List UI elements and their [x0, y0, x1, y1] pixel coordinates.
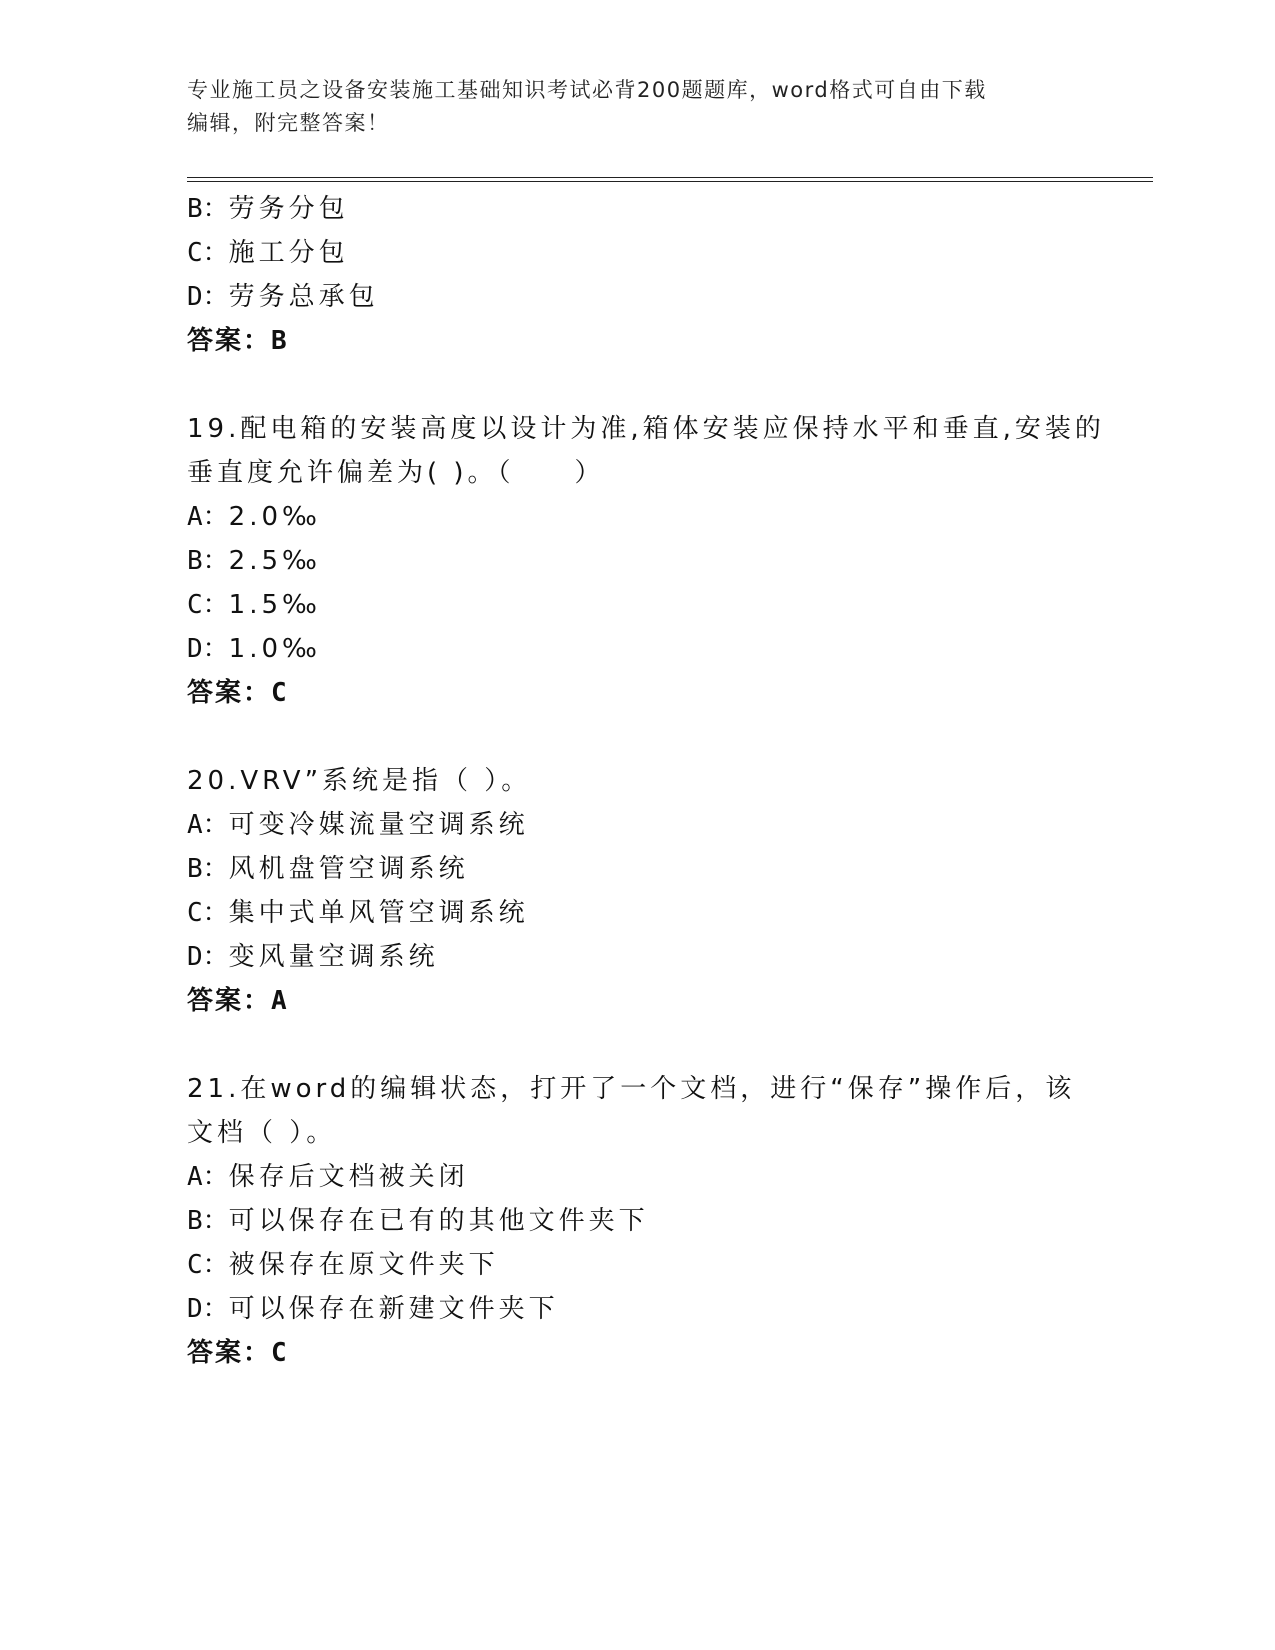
q19-option-a [187, 500, 321, 534]
q20-option-c [187, 896, 529, 930]
option-text: 1.5‰ [228, 590, 321, 620]
option-label: D： [187, 1294, 229, 1324]
option-text: 1.0‰ [228, 634, 321, 664]
option-text: 施工分包 [228, 238, 349, 268]
q21-stem-line1: 21.在word的编辑状态，打开了一个文档，进行“保存”操作后，该 [187, 1074, 1076, 1104]
option-text: 可以保存在新建文件夹下 [228, 1294, 559, 1324]
q18-answer [187, 324, 289, 358]
option-label: D： [187, 282, 229, 312]
q19-option-c [187, 588, 321, 622]
q18-option-c [187, 236, 349, 270]
option-text: 可以保存在已有的其他文件夹下 [228, 1206, 649, 1236]
answer-value: C [271, 1338, 289, 1368]
answer-label: 答案： [187, 986, 272, 1016]
q21-option-d [187, 1292, 559, 1326]
option-text: 变风量空调系统 [228, 942, 439, 972]
option-label: B： [187, 546, 229, 576]
q19-option-d [187, 632, 321, 666]
q21-option-b [187, 1204, 649, 1238]
option-text: 保存后文档被关闭 [228, 1162, 469, 1192]
q20-option-a [187, 808, 529, 842]
header-title-line1: 专业施工员之设备安装施工基础知识考试必背200题题库，word格式可自由下载 [187, 78, 987, 102]
document-header [187, 74, 1087, 140]
q21-option-c [187, 1248, 499, 1282]
answer-label: 答案： [187, 326, 272, 356]
header-divider-top [187, 177, 1153, 178]
q21-option-a [187, 1160, 469, 1194]
header-divider-bottom [187, 181, 1153, 182]
q21-stem-line2: 文档（ ）。 [187, 1118, 337, 1148]
answer-value: A [271, 986, 289, 1016]
q21-answer [187, 1336, 289, 1370]
option-label: D： [187, 634, 229, 664]
q19-option-b [187, 544, 321, 578]
q20-option-b [187, 852, 469, 886]
option-label: C： [187, 898, 229, 928]
option-label: A： [187, 502, 229, 532]
q20-option-d [187, 940, 439, 974]
answer-value: C [271, 678, 289, 708]
option-label: C： [187, 1250, 229, 1280]
option-text: 2.0‰ [228, 502, 321, 532]
answer-label: 答案： [187, 678, 272, 708]
option-text: 集中式单风管空调系统 [228, 898, 529, 928]
option-label: B： [187, 854, 229, 884]
header-title-line2: 编辑，附完整答案！ [187, 111, 390, 135]
option-text: 劳务分包 [228, 194, 349, 224]
option-text: 可变冷媒流量空调系统 [228, 810, 529, 840]
option-text: 风机盘管空调系统 [228, 854, 469, 884]
q19-stem-line2: 垂直度允许偏差为( )。（ ） [187, 458, 605, 488]
q18-option-b [187, 192, 349, 226]
answer-label: 答案： [187, 1338, 272, 1368]
option-label: A： [187, 810, 229, 840]
q19-answer [187, 676, 289, 710]
option-label: D： [187, 942, 229, 972]
option-label: B： [187, 1206, 229, 1236]
q20-answer [187, 984, 289, 1018]
option-label: C： [187, 238, 229, 268]
q18-option-d [187, 280, 379, 314]
q19-stem-line1: 19.配电箱的安装高度以设计为准,箱体安装应保持水平和垂直,安装的 [187, 414, 1105, 444]
option-label: C： [187, 590, 229, 620]
option-text: 劳务总承包 [228, 282, 379, 312]
option-label: B： [187, 194, 229, 224]
option-text: 被保存在原文件夹下 [228, 1250, 499, 1280]
answer-value: B [271, 326, 289, 356]
option-label: A： [187, 1162, 229, 1192]
option-text: 2.5‰ [228, 546, 321, 576]
q20-stem-line1: 20.VRV”系统是指（ ）。 [187, 766, 532, 796]
